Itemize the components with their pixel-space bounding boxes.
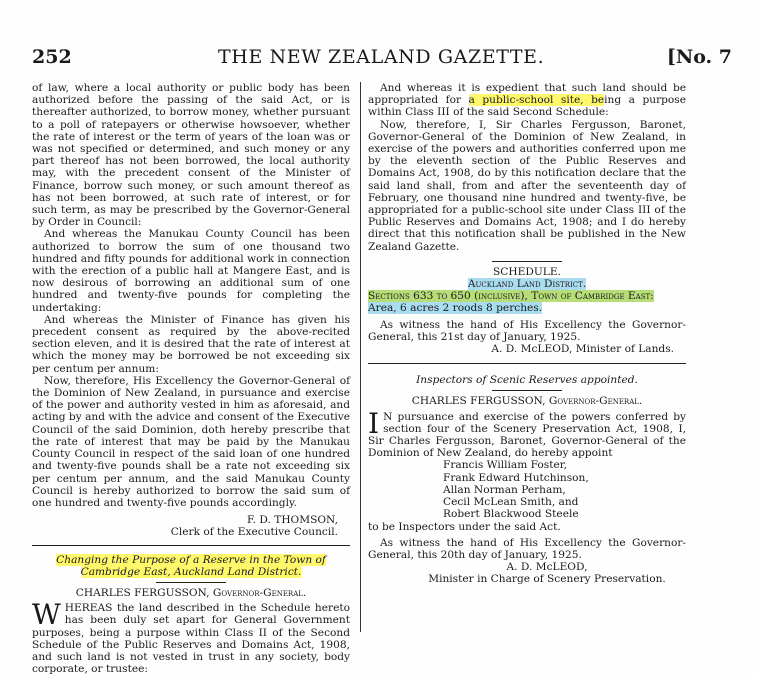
witness-1: As witness the hand of His Excellency the Governor-General, this 21st day of January, 1925. xyxy=(368,318,686,343)
section-rule-2 xyxy=(368,363,686,364)
left-para-1: of law, where a local authority or public body has been authorized before the passing of the said Act, or is thereafter authorized, to borrow money, whether pursuant to a poll of ratepayers or otherwise howsoever, whether the rate of interest or the term of years of the loan was or was not specified or determined, and such money or any part thereof has not been borrowed, the local authority may, with the precedent consent of the Minister of Finance, borrow such money, or such amount thereof as has not been borrowed, at such rate of interest, or for such term, as may be prescribed by the Governor-General by Order in Council: xyxy=(32,82,350,229)
page-number: 252 xyxy=(32,46,72,68)
drop-cap-w: W xyxy=(32,598,61,632)
drop-cap-i: I xyxy=(368,406,380,440)
mcleod-signature-2: A. D. McLEOD, xyxy=(506,561,588,574)
scenic-heading-rule xyxy=(492,390,562,391)
schedule-rule xyxy=(492,261,562,262)
left-para-4: Now, therefore, His Excellency the Governor-General of the Dominion of New Zealand, in pursuance and exercise of the power and authority vested in him as aforesaid, and acting by and with the advice and consent of the Executive Council of the said Dominion, doth hereby prescribe that the rate of interest that may be paid by the Manukau County Council in respect of the said loan of one hundred and twenty-five pounds shall be a rate not exceeding six per centum per annum, and the said Manukau County Council is hereby authorized to borrow the said sum of one hundred and twenty-five pounds accordingly. xyxy=(32,374,350,509)
inspector-name: Robert Blackwood Steele xyxy=(443,508,579,521)
page-header xyxy=(32,44,732,74)
left-para-2: And whereas the Manukau County Council has been authorized to borrow the sum of one thousand two hundred and fifty pounds for additional work in connection with the erection of a public hall at Mangere East, and is now desirous of borrowing an additional sum of one hundred and twenty-five pounds for completing the undertaking: xyxy=(32,228,350,314)
inspector-name: Frank Edward Hutchinson, xyxy=(443,471,589,484)
column-divider xyxy=(360,82,361,632)
district-line xyxy=(368,278,686,290)
heading-rule xyxy=(156,582,226,583)
reserve-heading xyxy=(32,554,350,578)
scenic-heading: Inspectors of Scenic Reserves appointed. xyxy=(416,374,638,387)
inspector-names xyxy=(368,459,686,520)
witness-2: As witness the hand of His Excellency the Governor-General, this 20th day of January, 1925. xyxy=(368,536,686,561)
section-rule xyxy=(32,545,350,546)
governor-line-2: CHARLES FERGUSSON, Governor-General. xyxy=(411,395,643,408)
sections-line xyxy=(368,290,686,302)
left-para-3: And whereas the Minister of Finance has given his precedent consent as required by the above-recited section eleven, and it is desired that the rate of interest at which the money may be borrowed be not exceeding six per centum per annum: xyxy=(32,313,350,375)
right-column xyxy=(368,82,686,586)
mcleod-title-2: Minister in Charge of Scenery Preservation. xyxy=(428,573,666,586)
inspector-name: Francis William Foster, xyxy=(443,459,568,472)
inspectors-line: to be Inspectors under the said Act. xyxy=(368,520,561,533)
reserve-heading-text: Changing the Purpose of a Reserve in the Town of Cambridge East, Auckland Land District. xyxy=(56,553,326,578)
right-para-1-b: ing a purpose within Class III of the said Second Schedule: xyxy=(368,94,687,119)
thomson-signature: F. D. THOMSON, xyxy=(246,514,338,527)
right-para-2: Now, therefore, I, Sir Charles Fergusson, Baronet, Governor-General of the Dominion of New Zealand, in exercise of the powers and authorities conferred upon me by the eleventh section of the Public Reserves and Domains Act, 1908, do by this notification declare that the said land shall, from and after the seventeenth day of February, one thousand nine hundred and twenty-five, be appropriated for a public-school site under Class III of the Public Reserves and Domains Act, 1908; and I do hereby direct that this notification shall be published in the New Zealand Gazette. xyxy=(368,118,686,253)
issue-number: [No. 7 xyxy=(666,46,732,68)
thomson-title: Clerk of the Executive Council. xyxy=(170,526,338,539)
area-line xyxy=(368,302,686,314)
schedule-title: SCHEDULE. xyxy=(493,265,561,278)
public-school-highlight: a public-school site, be xyxy=(468,94,605,107)
district-text: Auckland Land District. xyxy=(467,278,587,291)
left-column xyxy=(32,82,350,675)
governor-line: CHARLES FERGUSSON, Governor-General. xyxy=(75,586,307,599)
area-text: Area, 6 acres 2 roods 8 perches. xyxy=(368,302,543,315)
right-para-1-a: And whereas it is expedient that such land should be appropriated for xyxy=(368,82,686,107)
whereas-paragraph xyxy=(32,598,350,675)
inspector-name: Cecil McLean Smith, and xyxy=(443,496,579,509)
inspector-name: Allan Norman Perham, xyxy=(443,483,566,496)
mcleod-signature: A. D. McLEOD, Minister of Lands. xyxy=(491,343,674,356)
sections-text: Sections 633 to 650 (inclusive), Town of Cambridge East: xyxy=(368,290,654,303)
right-para-1 xyxy=(368,82,686,119)
pursuance-text: N pursuance and exercise of the powers conferred by section four of the Scenery Preservation Act, 1908, I, Sir Charles Fergusson, Baronet, Governor-General of the Dominion of New Zealand, do hereby appoint xyxy=(368,410,686,460)
pursuance-paragraph xyxy=(368,406,686,460)
whereas-text: HEREAS the land described in the Schedule hereto has been duly set apart for General Government purposes, being a purpose within Class II of the Second Schedule of the Public Reserves and Domains Act, 1908, and such land is not vested in trust in any society, body corporate, or trustee: xyxy=(32,602,350,675)
gazette-title: THE NEW ZEALAND GAZETTE. xyxy=(218,46,545,68)
